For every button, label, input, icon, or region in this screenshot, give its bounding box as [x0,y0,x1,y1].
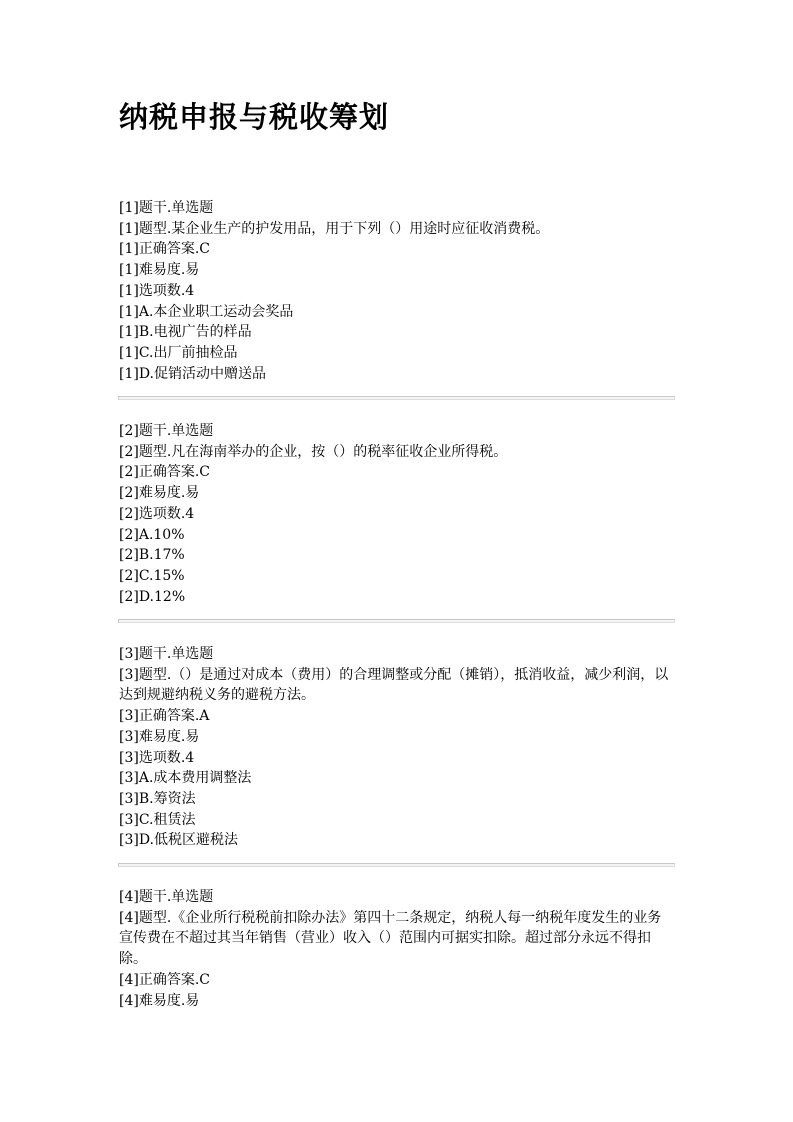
question-option-count: [2]选项数.4 [119,505,195,522]
question-option-b: [3]B.筹资法 [119,790,196,807]
question-option-c: [1]C.出厂前抽检品 [119,344,238,361]
question-stem: [2]题干.单选题 [119,423,214,439]
question-difficulty: [1]难易度.易 [119,262,200,279]
question-stem: [4]题干.单选题 [119,889,214,905]
question-difficulty: [4]难易度.易 [119,992,200,1009]
question-option-count: [3]选项数.4 [119,749,195,766]
question-difficulty: [3]难易度.易 [119,728,200,745]
question-option-c: [2]C.15% [119,567,185,584]
question-answer: [4]正确答案.C [119,971,210,988]
question-answer: [2]正确答案.C [119,464,210,481]
question-option-d: [3]D.低税区避税法 [119,832,239,849]
question-prompt: [1]题型.某企业生产的护发用品，用于下列（）用途时应征收消费税。 [119,220,550,237]
question-block-1 [119,198,675,384]
section-divider [118,619,675,623]
question-prompt: [4]题型.《企业所行税税前扣除办法》第四十二条规定，纳税人每一纳税年度发生的业务宣传费在不超过其当年销售（营业）收入（）范围内可据实扣除。超过部分永远不得扣除。 [119,909,662,968]
section-divider [118,396,675,400]
question-block-2 [119,421,675,607]
question-option-a: [2]A.10% [119,526,185,543]
question-option-c: [3]C.租赁法 [119,811,196,828]
question-answer: [1]正确答案.C [119,241,210,258]
section-divider [118,863,675,867]
question-option-a: [3]A.成本费用调整法 [119,770,252,787]
question-answer: [3]正确答案.A [119,708,210,725]
question-difficulty: [2]难易度.易 [119,485,200,502]
question-option-a: [1]A.本企业职工运动会奖品 [119,303,294,320]
question-stem: [3]题干.单选题 [119,646,214,662]
question-block-4 [119,887,675,1011]
question-option-b: [2]B.17% [119,547,185,564]
question-stem: [1]题干.单选题 [119,200,214,216]
document-title: 纳税申报与税收筹划 [119,100,390,134]
question-option-d: [2]D.12% [119,588,186,605]
question-option-count: [1]选项数.4 [119,282,195,299]
question-prompt: [3]题型.（）是通过对成本（费用）的合理调整或分配（摊销），抵消收益，减少利润，以达到规避纳税义务的避税方法。 [119,666,669,704]
question-option-d: [1]D.促销活动中赠送品 [119,365,267,382]
question-option-b: [1]B.电视广告的样品 [119,324,252,341]
question-block-3 [119,644,675,851]
question-prompt: [2]题型.凡在海南举办的企业，按（）的税率征收企业所得税。 [119,443,508,460]
